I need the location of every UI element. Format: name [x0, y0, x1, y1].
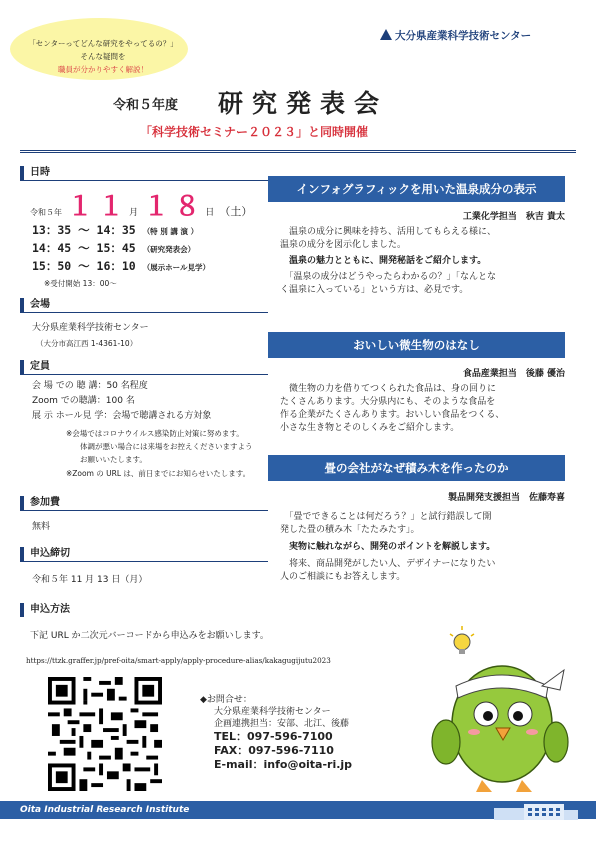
section-heading-capacity: 定員 — [20, 360, 268, 375]
divider-top-2 — [20, 152, 576, 153]
section-heading-schedule: 日時 — [20, 166, 268, 181]
talk-title: おいしい微生物のはなし — [268, 332, 565, 358]
building-icon — [490, 800, 580, 820]
talk-presenter: 工業化学担当 秋吉 貴太 — [462, 212, 565, 222]
talk-description — [280, 383, 565, 435]
date-weekday: （土） — [219, 205, 253, 218]
contact-staff: 企画連携担当：安部、北江、後藤 — [214, 719, 350, 729]
time-label: （展示ホール見学） — [142, 263, 211, 272]
section-heading-deadline: 申込締切 — [20, 547, 268, 562]
contact-org: 大分県産業科学技術センター — [214, 707, 331, 717]
contact-block — [200, 694, 352, 772]
venue-address: （大分市高江西 1-4361-10） — [36, 339, 138, 348]
bubble-line-2: そんな疑問を — [80, 52, 126, 61]
contact-label: ◆お問合せ： — [200, 695, 252, 705]
time-value: 13：35 ～ 14：35 — [32, 223, 136, 237]
contact-email[interactable]: E-mail：info@oita-ri.jp — [214, 758, 353, 771]
bubble-line-1: 「センターってどんな研究をやってるの？」 — [28, 39, 178, 48]
footer-text: Oita Industrial Research Institute — [20, 805, 190, 815]
date-day: １８ — [143, 192, 206, 222]
apply-url-link[interactable]: https://ttzk.graffer.jp/pref-oita/smart-apply/apply-procedure-alias/kakagugijutu2023 — [26, 656, 331, 665]
capacity-note: ※会場ではコロナウイルス感染防止対策に努めます。 — [66, 429, 244, 438]
capacity-item: 展 示 ホール見 学：会場で聴講される方対象 — [32, 411, 212, 421]
capacity-note: ※Zoom の URL は、前日までにお知らせいたします。 — [66, 469, 251, 478]
qr-code-icon[interactable] — [48, 677, 162, 791]
deadline-value: 令和５年 11 月 13 日（月） — [32, 575, 148, 585]
talk-line: 作る企業がたくさんあります。おいしい食品をつくる、 — [280, 410, 505, 420]
talk-line: 将来、商品開発がしたい人、デザイナーになりたい — [280, 559, 496, 569]
time-slot — [32, 258, 210, 274]
talk-line: 「温泉の成分はどうやったらわかるの？」「なんとな — [280, 272, 497, 282]
talk-line: 小さな生き物とそのしくみをご紹介します。 — [280, 423, 460, 433]
date-era: 令和５年 — [30, 208, 62, 217]
date-month-unit: 月 — [129, 208, 139, 218]
talk-line: 温泉の魅力とともに、開発秘話をご紹介します。 — [280, 256, 487, 266]
venue-name: 大分県産業科学技術センター — [32, 323, 149, 333]
org-logo-text: 大分県産業科学技術センター — [395, 30, 532, 42]
talk-presenter: 食品産業担当 後藤 優治 — [462, 369, 565, 379]
talk-line: 温泉の成分に興味を持ち、活用してもらえる様に、 — [280, 227, 497, 237]
talk-line: たくさんあります。大分県内にも、そのような食品を — [280, 397, 496, 407]
section-heading-apply: 申込方法 — [20, 603, 575, 617]
capacity-item: Zoom での聴講：100 名 — [32, 396, 135, 406]
divider-top — [20, 150, 576, 151]
capacity-note: お願いいたします。 — [80, 455, 147, 464]
event-date — [30, 186, 252, 223]
talk-description — [280, 226, 565, 297]
date-month: １１ — [67, 192, 130, 222]
talk-presenter: 製品開発支援担当 佐藤寿喜 — [447, 493, 565, 503]
fee-value: 無料 — [32, 522, 51, 532]
contact-tel: TEL：097-596-7100 — [214, 730, 333, 743]
capacity-item: 会 場 での 聴 講：50 名程度 — [32, 381, 148, 391]
time-slot — [32, 222, 198, 238]
logo-mark-icon — [380, 29, 392, 40]
talk-line: 発した畳の積み木「たたみたす」。 — [280, 525, 420, 535]
reception-time: ※受付開始 13：00～ — [44, 279, 117, 288]
contact-fax: FAX：097-596-7110 — [214, 744, 334, 757]
apply-text: 下記 URL か二次元バーコードから申込みをお願いします。 — [30, 631, 269, 641]
title-prefix: 令和５年度 — [113, 98, 179, 113]
talk-description — [280, 511, 565, 584]
page-title: 研究発表会 — [218, 89, 389, 118]
mascot-bird-icon — [424, 624, 574, 796]
time-label: （特 別 講 演 ） — [142, 227, 199, 236]
capacity-note: 体調が悪い場合には来場をお控えくださいますよう — [80, 442, 253, 451]
talk-title: 畳の会社がなぜ積み木を作ったのか — [268, 455, 565, 481]
time-slot — [32, 240, 195, 256]
org-logo — [380, 28, 531, 43]
talk-line: く温泉に入っている」という方は、必見です。 — [280, 285, 469, 295]
section-heading-venue: 会場 — [20, 298, 268, 313]
section-heading-fee: 参加費 — [20, 496, 268, 511]
time-label: （研究発表会） — [142, 245, 196, 254]
talk-title: インフォグラフィックを用いた温泉成分の表示 — [268, 176, 565, 202]
bubble-line-3: 職員が分かりやすく解説！ — [58, 65, 148, 74]
talk-line: 微生物の力を借りてつくられた食品は、身の回りに — [280, 384, 497, 394]
talk-line: 「畳でできることは何だろう？」と試行錯誤して開 — [280, 512, 492, 522]
talk-line: 人のご相談にもお答えします。 — [280, 572, 406, 582]
talk-line: 実物に触れながら、開発のポイントを解説します。 — [280, 542, 496, 552]
title-subtitle: 「科学技術セミナー２０２３」と同時開催 — [140, 125, 369, 139]
date-day-unit: 日 — [205, 208, 215, 218]
talk-line: 温泉の成分を図示化しました。 — [280, 240, 407, 250]
time-value: 15：50 ～ 16：10 — [32, 259, 136, 273]
time-value: 14：45 ～ 15：45 — [32, 241, 136, 255]
